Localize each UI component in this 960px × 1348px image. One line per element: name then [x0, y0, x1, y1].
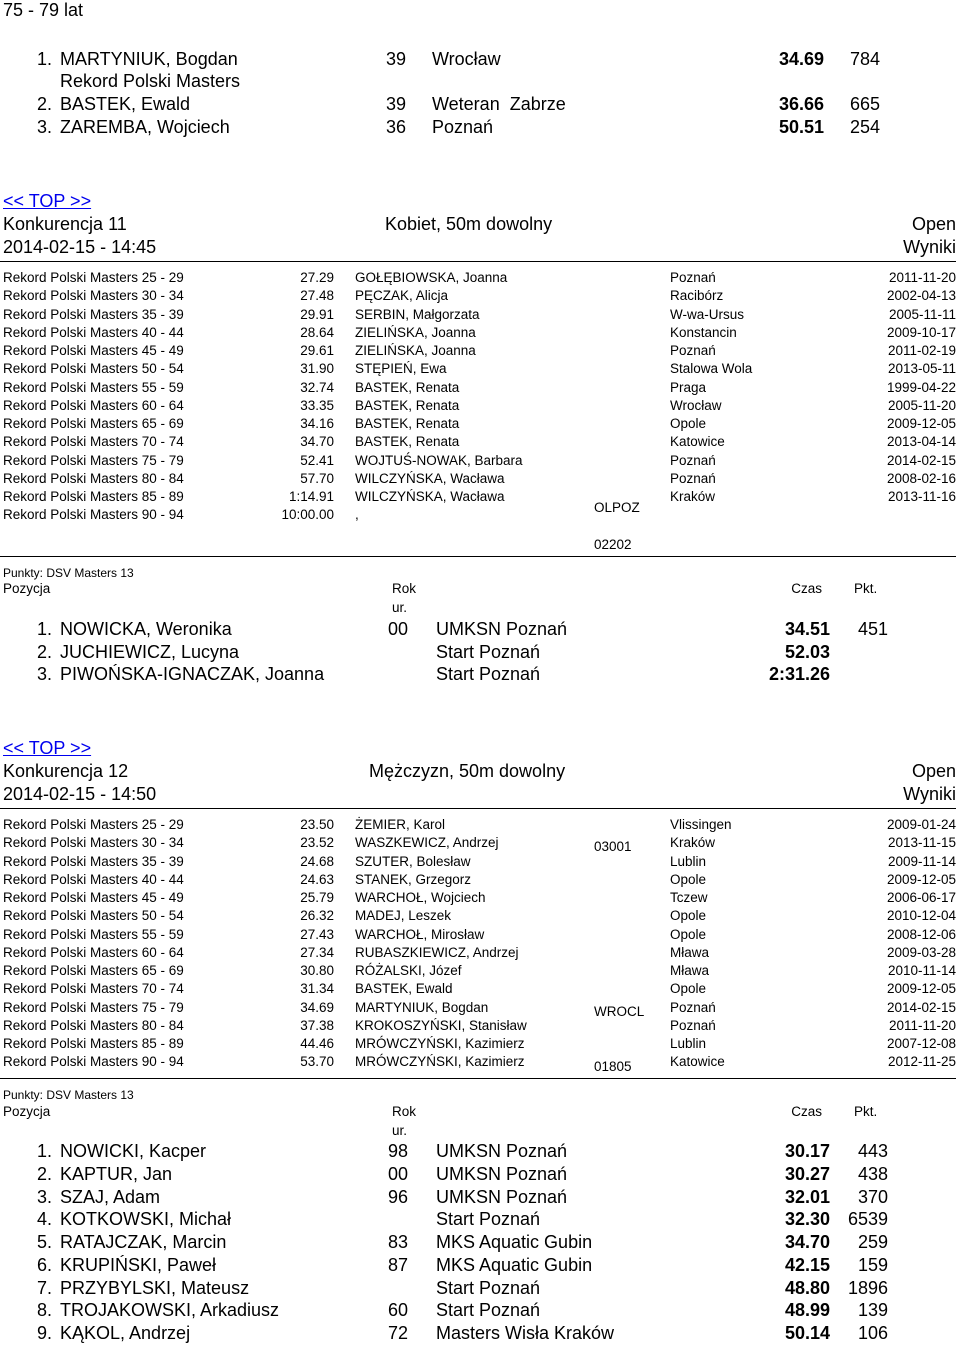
points-label: Punkty: DSV Masters 13	[3, 1088, 134, 1102]
record-place: Tczew	[670, 890, 708, 905]
record-age-group: Rekord Polski Masters 30 - 34	[3, 288, 184, 304]
event-number: Konkurencja 11	[3, 214, 127, 234]
record-time: 52.41	[300, 452, 334, 468]
result-points: 784	[849, 49, 880, 69]
record-date: 2009-10-17	[886, 324, 956, 340]
result-points: 139	[857, 1300, 888, 1321]
record-age-group: Rekord Polski Masters 85 - 89	[3, 1036, 184, 1051]
result-name: NOWICKI, Kacper	[60, 1141, 207, 1161]
result-points: 370	[857, 1186, 888, 1207]
record-time: 26.32	[300, 908, 334, 924]
record-age-group: Rekord Polski Masters 35 - 39	[3, 306, 184, 322]
record-age-group: Rekord Polski Masters 45 - 49	[3, 343, 184, 358]
record-holder: MARTYNIUK, Bogdan	[355, 999, 489, 1015]
result-points: 451	[857, 619, 888, 639]
result-points: 1896	[847, 1277, 888, 1298]
record-date: 2006-06-17	[886, 890, 956, 905]
result-time: 34.70	[784, 1232, 830, 1252]
top-link[interactable]: << TOP >>	[3, 191, 92, 211]
record-place: Poznań	[670, 270, 716, 285]
result-club: UMKSN Poznań	[436, 1163, 568, 1184]
result-position: 2.	[37, 94, 53, 114]
record-time: 27.29	[300, 270, 334, 285]
result-club: MKS Aquatic Gubin	[436, 1254, 593, 1275]
record-age-group: Rekord Polski Masters 75 - 79	[3, 999, 184, 1015]
record-age-group: Rekord Polski Masters 60 - 64	[3, 944, 184, 960]
record-date: 2010-11-14	[887, 963, 956, 978]
result-club: Start Poznań	[436, 1300, 541, 1321]
record-place: Mława	[670, 963, 710, 978]
record-holder: WARCHOŁ, Mirosław	[355, 926, 485, 942]
record-age-group: Rekord Polski Masters 90 - 94	[3, 1054, 184, 1070]
record-date: 2002-04-13	[886, 288, 956, 304]
result-club: MKS Aquatic Gubin	[436, 1232, 593, 1252]
record-age-group: Rekord Polski Masters 50 - 54	[3, 908, 184, 924]
header-year-2: ur.	[392, 1123, 408, 1138]
result-name: PRZYBYLSKI, Mateusz	[60, 1277, 250, 1298]
result-club: Weteran Zabrze	[432, 94, 566, 114]
record-time: 31.34	[300, 981, 334, 997]
record-time: 24.68	[300, 853, 334, 869]
record-holder: STANEK, Grzegorz	[355, 871, 472, 887]
record-holder: MRÓWCZYŃSKI, Kazimierz	[355, 1036, 525, 1051]
record-time: 34.69	[300, 999, 334, 1015]
record-holder: BASTEK, Renata	[355, 434, 460, 450]
result-position: 1.	[37, 1141, 53, 1161]
record-date: 2009-12-05	[886, 416, 956, 431]
record-place: Poznań	[670, 343, 716, 358]
record-time: 57.70	[300, 470, 334, 486]
record-place: Stalowa Wola	[670, 361, 753, 377]
section-divider	[0, 556, 956, 557]
record-holder: ŻEMIER, Karol	[355, 817, 446, 832]
record-date: 2005-11-20	[887, 397, 956, 413]
record-date: 2014-02-15	[886, 452, 956, 468]
result-time: 34.51	[784, 619, 830, 639]
result-position: 7.	[37, 1277, 53, 1298]
event-number: Konkurencja 12	[3, 761, 129, 781]
event-results-label: Wyniki	[903, 237, 956, 257]
event-title: Mężczyzn, 50m dowolny	[369, 761, 566, 781]
record-time: 29.91	[300, 306, 334, 322]
record-age-group: Rekord Polski Masters 65 - 69	[3, 416, 184, 431]
result-position: 9.	[37, 1323, 53, 1343]
result-club: UMKSN Poznań	[436, 619, 568, 639]
record-time: 32.74	[300, 379, 334, 395]
header-year: Rok	[392, 1104, 417, 1119]
code-label: WROCL	[594, 1004, 645, 1019]
result-year: 87	[388, 1254, 409, 1275]
result-position: 1.	[37, 619, 53, 639]
record-place: Vlissingen	[670, 817, 732, 832]
record-place: Katowice	[670, 434, 725, 450]
record-age-group: Rekord Polski Masters 90 - 94	[3, 507, 184, 523]
record-place: Poznań	[670, 1017, 716, 1033]
record-age-group: Rekord Polski Masters 85 - 89	[3, 489, 184, 504]
event-category: Open	[911, 214, 956, 234]
record-date: 2011-11-20	[888, 270, 956, 285]
record-place: Opole	[670, 416, 707, 431]
record-place: Opole	[670, 981, 707, 997]
result-time: 36.66	[778, 94, 824, 114]
record-holder: ZIELIŃSKA, Joanna	[355, 324, 476, 340]
result-year: 60	[388, 1300, 409, 1321]
header-points: Pkt.	[854, 581, 878, 596]
record-age-group: Rekord Polski Masters 70 - 74	[3, 981, 184, 997]
result-year: 72	[388, 1323, 409, 1343]
record-time: 23.50	[300, 817, 334, 832]
record-holder: ,	[355, 507, 359, 523]
result-name: NOWICKA, Weronika	[60, 619, 232, 639]
record-date: 2009-03-28	[886, 944, 956, 960]
result-time: 48.99	[784, 1300, 830, 1321]
result-position: 2.	[37, 1163, 53, 1184]
code-label: 03001	[594, 839, 632, 854]
result-points: 443	[857, 1141, 888, 1161]
record-date: 2009-11-14	[887, 853, 956, 869]
record-holder: WILCZYŃSKA, Wacława	[355, 489, 505, 504]
record-age-group: Rekord Polski Masters 30 - 34	[3, 835, 184, 851]
result-time: 32.01	[784, 1186, 830, 1207]
result-club: Start Poznań	[436, 641, 541, 662]
record-place: Poznań	[670, 452, 716, 468]
record-time: 34.70	[300, 434, 334, 450]
record-date: 2005-11-11	[888, 306, 956, 322]
record-time: 53.70	[300, 1054, 334, 1070]
event-title: Kobiet, 50m dowolny	[385, 214, 553, 234]
result-club: Wrocław	[432, 49, 501, 69]
record-time: 23.52	[300, 835, 334, 851]
record-date: 2008-02-16	[886, 470, 956, 486]
result-time: 30.17	[784, 1141, 830, 1161]
record-place: Opole	[670, 926, 707, 942]
record-holder: MADEJ, Leszek	[355, 908, 452, 924]
record-date: 2009-12-05	[886, 981, 956, 997]
record-date: 1999-04-22	[886, 379, 956, 395]
section-divider	[0, 1078, 956, 1079]
result-points: 6539	[847, 1209, 888, 1230]
record-date: 2011-11-20	[888, 1017, 956, 1033]
result-club: Poznań	[432, 117, 494, 137]
result-points: 106	[857, 1323, 888, 1343]
record-age-group: Rekord Polski Masters 65 - 69	[3, 963, 184, 978]
record-date: 2007-12-08	[886, 1036, 956, 1051]
result-position: 5.	[37, 1232, 53, 1252]
result-points: 259	[857, 1232, 888, 1252]
record-age-group: Rekord Polski Masters 25 - 29	[3, 817, 184, 832]
event-category: Open	[911, 761, 956, 781]
record-date: 2013-05-11	[887, 361, 956, 377]
result-time: 2:31.26	[768, 664, 830, 684]
header-position: Pozycja	[3, 581, 51, 596]
record-holder: RÓŻALSKI, Józef	[355, 963, 462, 978]
record-place: Konstancin	[670, 324, 737, 340]
record-age-group: Rekord Polski Masters 40 - 44	[3, 324, 184, 340]
event-datetime: 2014-02-15 - 14:45	[3, 237, 157, 257]
record-holder: KROKOSZYŃSKI, Stanisław	[355, 1017, 527, 1033]
result-position: 3.	[37, 117, 53, 137]
record-time: 24.63	[300, 871, 334, 887]
record-holder: STĘPIEŃ, Ewa	[355, 361, 447, 377]
header-year-2: ur.	[392, 600, 408, 615]
record-holder: WASZKEWICZ, Andrzej	[355, 835, 499, 851]
record-place: Opole	[670, 871, 707, 887]
record-date: 2009-12-05	[886, 871, 956, 887]
result-name: PIWOŃSKA-IGNACZAK, Joanna	[60, 664, 325, 684]
result-club: Masters Wisła Kraków	[436, 1323, 615, 1343]
result-position: 2.	[37, 641, 53, 662]
record-holder: MRÓWCZYŃSKI, Kazimierz	[355, 1054, 525, 1070]
record-time: 1:14.91	[288, 489, 334, 504]
age-group-heading: 75 - 79 lat	[3, 0, 84, 20]
record-holder: BASTEK, Renata	[355, 416, 460, 431]
result-position: 6.	[37, 1254, 53, 1275]
record-place: Katowice	[670, 1054, 725, 1070]
record-holder: GOŁĘBIOWSKA, Joanna	[355, 270, 508, 285]
record-time: 30.80	[300, 963, 334, 978]
record-place: Praga	[670, 379, 707, 395]
record-time: 44.46	[300, 1036, 334, 1051]
record-holder: ZIELIŃSKA, Joanna	[355, 343, 476, 358]
result-points: 159	[857, 1254, 888, 1275]
record-date: 2014-02-15	[886, 999, 956, 1015]
record-age-group: Rekord Polski Masters 25 - 29	[3, 270, 184, 285]
record-date: 2012-11-25	[887, 1054, 956, 1070]
record-time: 37.38	[300, 1017, 334, 1033]
points-label: Punkty: DSV Masters 13	[3, 566, 134, 580]
record-age-group: Rekord Polski Masters 35 - 39	[3, 853, 184, 869]
record-time: 27.48	[300, 288, 334, 304]
result-position: 1.	[37, 49, 53, 69]
record-age-group: Rekord Polski Masters 70 - 74	[3, 434, 184, 450]
record-time: 25.79	[300, 890, 334, 905]
record-date: 2013-04-14	[886, 434, 956, 450]
result-points: 438	[857, 1163, 888, 1184]
result-position: 3.	[37, 664, 53, 684]
result-year: 98	[388, 1141, 409, 1161]
record-place: W-wa-Ursus	[670, 306, 744, 322]
record-date: 2009-01-24	[886, 817, 956, 832]
header-position: Pozycja	[3, 1104, 51, 1119]
result-year: 00	[388, 619, 409, 639]
result-points: 254	[849, 117, 880, 137]
record-place: Mława	[670, 944, 710, 960]
event-results-label: Wyniki	[903, 784, 956, 804]
result-year: 36	[386, 117, 407, 137]
header-time: Czas	[791, 1104, 822, 1119]
record-age-group: Rekord Polski Masters 40 - 44	[3, 871, 184, 887]
result-name: RATAJCZAK, Marcin	[60, 1232, 227, 1252]
result-name: KOTKOWSKI, Michał	[60, 1209, 232, 1230]
record-place: Racibórz	[670, 288, 724, 304]
result-year: 83	[388, 1232, 409, 1252]
result-position: 8.	[37, 1300, 53, 1321]
record-age-group: Rekord Polski Masters 60 - 64	[3, 397, 184, 413]
result-position: 3.	[37, 1186, 53, 1207]
result-time: 50.14	[784, 1323, 830, 1343]
record-place: Lublin	[670, 1036, 707, 1051]
code-label: OLPOZ	[594, 500, 640, 515]
result-time: 42.15	[784, 1254, 830, 1275]
result-club: UMKSN Poznań	[436, 1141, 568, 1161]
result-name: SZAJ, Adam	[60, 1186, 161, 1207]
record-holder: PĘCZAK, Alicja	[355, 288, 449, 304]
record-holder: BASTEK, Renata	[355, 397, 460, 413]
record-place: Lublin	[670, 853, 707, 869]
result-time: 52.03	[784, 641, 830, 662]
section-divider	[0, 808, 956, 809]
record-holder: SERBIN, Małgorzata	[355, 306, 480, 322]
result-name: TROJAKOWSKI, Arkadiusz	[60, 1300, 280, 1321]
record-time: 29.61	[300, 343, 334, 358]
record-time: 28.64	[300, 324, 334, 340]
code-label: 01805	[594, 1059, 632, 1074]
header-time: Czas	[791, 581, 822, 596]
record-date: 2010-12-04	[886, 908, 956, 924]
record-time: 34.16	[300, 416, 334, 431]
result-name: KĄKOL, Andrzej	[60, 1323, 191, 1343]
result-name: KAPTUR, Jan	[60, 1163, 173, 1184]
section-divider	[0, 261, 956, 262]
record-place: Poznań	[670, 470, 716, 486]
result-time: 32.30	[784, 1209, 830, 1230]
record-place: Kraków	[670, 835, 716, 851]
result-club: Start Poznań	[436, 664, 541, 684]
record-place: Kraków	[670, 489, 716, 504]
record-holder: WILCZYŃSKA, Wacława	[355, 470, 505, 486]
record-age-group: Rekord Polski Masters 55 - 59	[3, 379, 184, 395]
record-time: 31.90	[300, 361, 334, 377]
top-link[interactable]: << TOP >>	[3, 738, 92, 758]
record-age-group: Rekord Polski Masters 80 - 84	[3, 1017, 184, 1033]
record-place: Opole	[670, 908, 707, 924]
record-holder: BASTEK, Ewald	[355, 981, 453, 997]
result-time: 34.69	[778, 49, 824, 69]
record-age-group: Rekord Polski Masters 50 - 54	[3, 361, 184, 377]
result-time: 50.51	[778, 117, 824, 137]
record-age-group: Rekord Polski Masters 45 - 49	[3, 890, 184, 905]
record-note: Rekord Polski Masters	[60, 71, 241, 91]
result-name: BASTEK, Ewald	[60, 94, 191, 114]
record-place: Wrocław	[670, 397, 722, 413]
result-name: KRUPIŃSKI, Paweł	[60, 1254, 217, 1275]
result-position: 4.	[37, 1209, 53, 1230]
record-age-group: Rekord Polski Masters 55 - 59	[3, 926, 184, 942]
record-time: 33.35	[300, 397, 334, 413]
result-points: 665	[849, 94, 880, 114]
result-name: JUCHIEWICZ, Lucyna	[60, 641, 240, 662]
record-holder: RUBASZKIEWICZ, Andrzej	[355, 944, 519, 960]
result-year: 39	[386, 94, 407, 114]
record-time: 27.43	[300, 926, 334, 942]
result-time: 48.80	[784, 1277, 830, 1298]
result-club: UMKSN Poznań	[436, 1186, 568, 1207]
record-date: 2011-02-19	[887, 343, 956, 358]
result-club: Start Poznań	[436, 1277, 541, 1298]
record-holder: WOJTUŚ-NOWAK, Barbara	[355, 452, 523, 468]
record-age-group: Rekord Polski Masters 75 - 79	[3, 452, 184, 468]
record-date: 2013-11-16	[887, 489, 956, 504]
header-year: Rok	[392, 581, 417, 596]
header-points: Pkt.	[854, 1104, 878, 1119]
record-time: 27.34	[300, 944, 334, 960]
record-holder: WARCHOŁ, Wojciech	[355, 890, 486, 905]
record-age-group: Rekord Polski Masters 80 - 84	[3, 470, 184, 486]
result-year: 00	[388, 1163, 409, 1184]
result-club: Start Poznań	[436, 1209, 541, 1230]
record-time: 10:00.00	[281, 507, 334, 523]
code-label: 02202	[594, 537, 632, 552]
record-date: 2013-11-15	[887, 835, 956, 851]
result-name: ZAREMBA, Wojciech	[60, 117, 230, 137]
event-datetime: 2014-02-15 - 14:50	[3, 784, 157, 804]
result-year: 96	[388, 1186, 409, 1207]
record-holder: SZUTER, Bolesław	[355, 853, 471, 869]
record-place: Poznań	[670, 999, 716, 1015]
record-holder: BASTEK, Renata	[355, 379, 460, 395]
result-time: 30.27	[784, 1163, 830, 1184]
result-year: 39	[386, 49, 407, 69]
record-date: 2008-12-06	[886, 926, 956, 942]
result-name: MARTYNIUK, Bogdan	[60, 49, 238, 69]
